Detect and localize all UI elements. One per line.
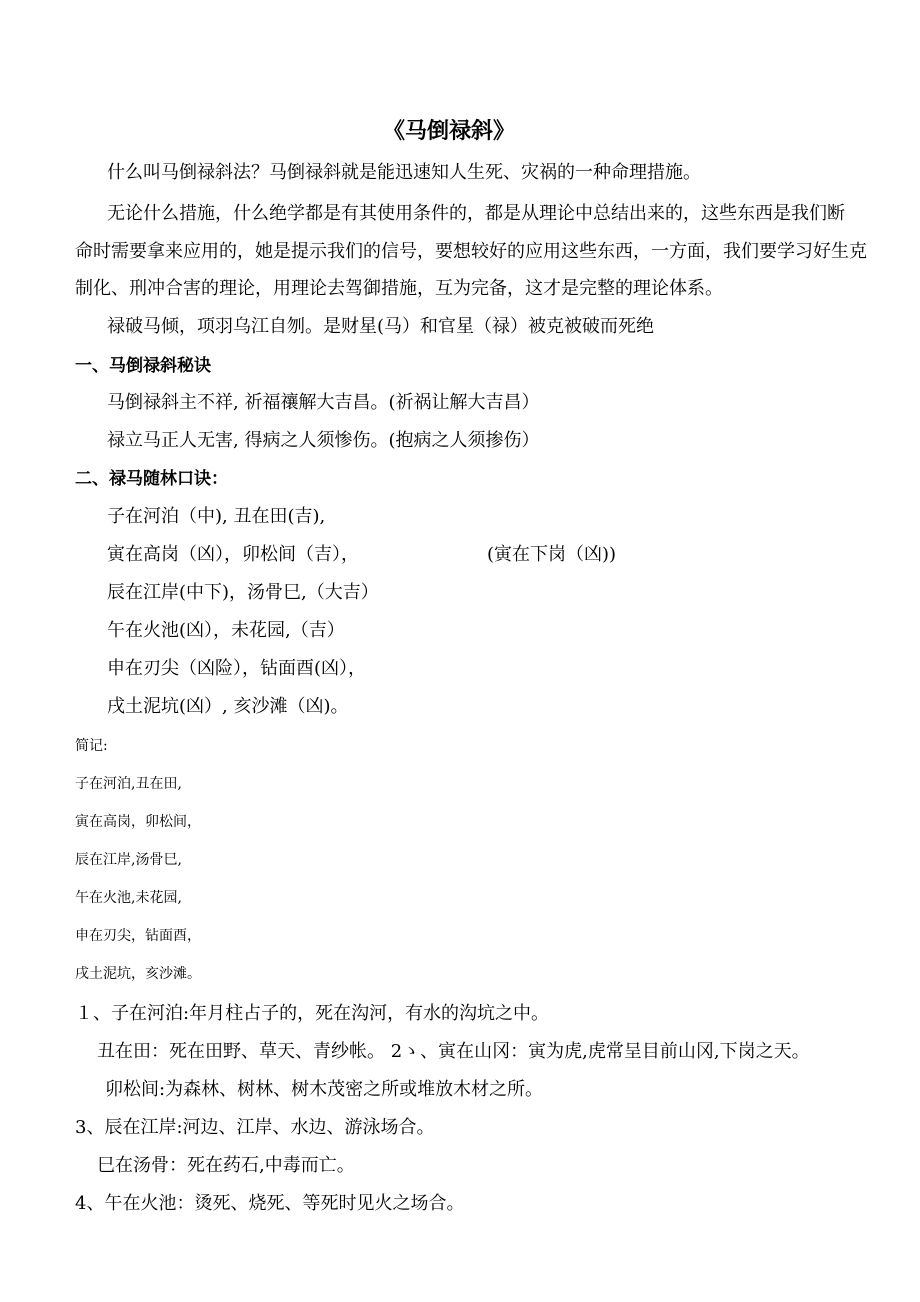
section-1-line: 马倒禄斜主不祥, 祈福禳解大吉昌。(祈祸让解大吉昌） xyxy=(107,392,540,413)
brief-line: 辰在江岸,汤骨巳, xyxy=(75,852,182,868)
intro-paragraph-1: 什么叫马倒禄斜法？马倒禄斜就是能迅速知人生死、灾祸的一种命理措施。 xyxy=(107,162,701,183)
detail-line: 4、午在火池：烫死、烧死、等死时见火之场合。 xyxy=(75,1193,465,1214)
detail-line: 3、辰在江岸:河边、江岸、水边、游泳场合。 xyxy=(75,1117,435,1138)
detail-line: １、子在河泊:年月柱占子的，死在沟河，有水的沟坑之中。 xyxy=(75,1003,550,1024)
verse-line: 子在河泊（中), 丑在田(吉), xyxy=(107,506,326,527)
brief-line: 戌土泥坑，亥沙滩。 xyxy=(75,966,201,982)
detail-line: 卯松间:为森林、树林、树木茂密之所或堆放木材之所。 xyxy=(105,1079,544,1100)
brief-line: 子在河泊,丑在田, xyxy=(75,776,182,792)
section-1-line: 禄立马正人无害, 得病之人须惨伤。(抱病之人须掺伤） xyxy=(107,430,540,451)
brief-line: 寅在高岗，卯松间， xyxy=(75,814,201,830)
section-2-heading: 二、禄马随林口诀： xyxy=(75,469,228,489)
brief-line: 申在刃尖，钻面酉， xyxy=(75,928,201,944)
brief-line: 午在火池,未花园, xyxy=(75,890,182,906)
intro-paragraph-3: 禄破马倾，项羽乌江自刎。是财星(马）和官星（禄）被克被破而死绝 xyxy=(107,316,655,337)
detail-line: 丑在田：死在田野、草天、青纱帐。 2ゝ、寅在山冈：寅为虎,虎常呈目前山冈,下岗之天。 xyxy=(97,1041,810,1062)
verse-line: 申在刃尖（凶险），钻面酉(凶）， xyxy=(107,658,367,679)
intro-paragraph-2-line-3: 制化、刑冲合害的理论，用理论去驾御措施，互为完备，这才是完整的理论体系。 xyxy=(75,278,723,299)
verse-line: 辰在江岸(中下)，汤骨巳,（大吉） xyxy=(107,582,379,603)
verse-aside-note: (寅在下岗（凶)) xyxy=(487,544,617,565)
intro-paragraph-2: 无论什么措施，什么绝学都是有其使用条件的，都是从理论中总结出来的，这些东西是我们断 xyxy=(107,203,845,224)
verse-line: 戌土泥坑(凶）, 亥沙滩（凶)。 xyxy=(107,696,349,717)
section-1-heading: 一、马倒禄斜秘诀 xyxy=(75,356,211,376)
brief-label: 简记: xyxy=(75,738,108,754)
verse-line: 午在火池(凶），未花园,（吉） xyxy=(107,620,345,641)
document-title: 《马倒禄斜》 xyxy=(383,119,516,144)
verse-line: 寅在高岗（凶），卯松间（吉）， xyxy=(107,544,359,565)
intro-paragraph-2-line-2: 命时需要拿来应用的，她是提示我们的信号，要想较好的应用这些东西，一方面，我们要学习好生克 xyxy=(75,241,867,262)
detail-line: 巳在汤骨：死在药石,中毒而亡。 xyxy=(97,1155,355,1176)
